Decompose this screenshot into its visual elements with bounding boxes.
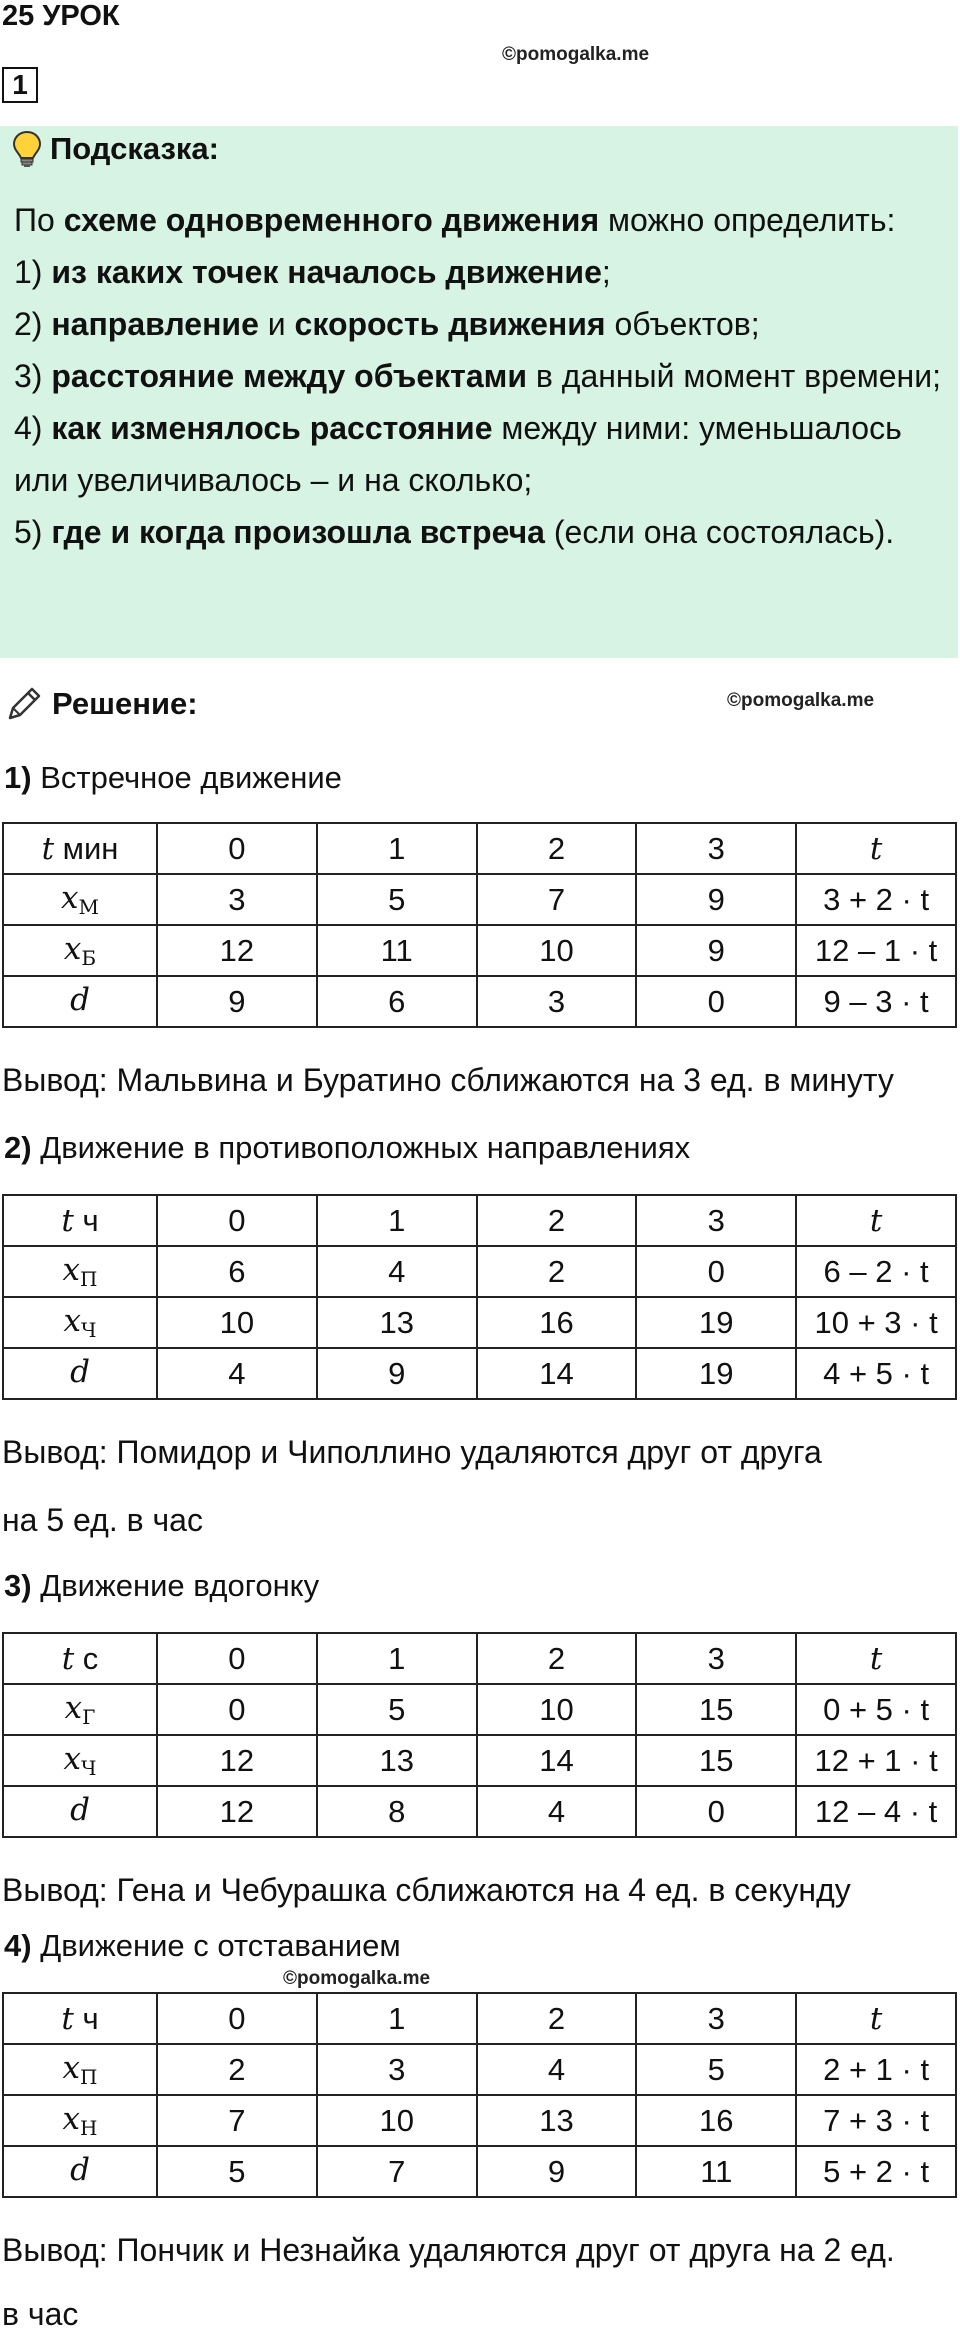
table-row	[3, 1786, 956, 1837]
lesson-title: 25 УРОК	[2, 0, 120, 32]
table-cell: 8	[317, 1786, 477, 1837]
hint-item: 1) из каких точек началось движение;	[14, 254, 611, 290]
table-row	[3, 1735, 956, 1786]
solution-header	[4, 684, 198, 724]
pencil-icon	[4, 684, 44, 724]
table-cell: 2 + 1 · t	[796, 2044, 956, 2095]
table-cell: 13	[317, 1735, 477, 1786]
table-row	[3, 1684, 956, 1735]
conclusion: на 5 ед. в час	[2, 1502, 203, 1538]
table-row	[3, 2044, 956, 2095]
table-cell: 7 + 3 · t	[796, 2095, 956, 2146]
table-cell: 1	[317, 1195, 477, 1246]
table-cell: 5	[317, 874, 477, 925]
table-cell: 12	[157, 1786, 317, 1837]
table-row	[3, 1246, 956, 1297]
table-cell: 16	[636, 2095, 796, 2146]
table-cell: 3	[636, 823, 796, 874]
table-cell: 0 + 5 · t	[796, 1684, 956, 1735]
table-cell: 12	[157, 925, 317, 976]
table-row	[3, 2095, 956, 2146]
table-cell: 5	[157, 2146, 317, 2197]
hint-intro: По схеме одновременного движения можно определить:	[14, 202, 896, 238]
table-cell: $x_Г$	[3, 1684, 157, 1735]
table-cell: 2	[477, 1993, 637, 2044]
table-cell: 12 – 4 · t	[796, 1786, 956, 1837]
table-cell: 9	[157, 976, 317, 1027]
table-cell: d	[3, 2146, 157, 2197]
motion-table	[2, 1194, 957, 1400]
table-cell: t	[796, 823, 956, 874]
table-cell: 3 + 2 · t	[796, 874, 956, 925]
table-cell: 2	[477, 1246, 637, 1297]
table-cell: t	[796, 1195, 956, 1246]
task-number: 1	[2, 67, 38, 103]
table-cell: 4	[477, 1786, 637, 1837]
table-cell: 3	[477, 976, 637, 1027]
watermark: ©pomogalka.me	[727, 690, 875, 711]
table-cell: 9	[636, 925, 796, 976]
table-cell: 0	[157, 1684, 317, 1735]
table-cell: d	[3, 1786, 157, 1837]
watermark: ©pomogalka.me	[283, 1968, 431, 1989]
table-cell: 3	[636, 1993, 796, 2044]
table-cell: 6 – 2 · t	[796, 1246, 956, 1297]
table-row	[3, 2146, 956, 2197]
table-cell: 11	[636, 2146, 796, 2197]
conclusion: Вывод: Мальвина и Буратино сближаются на 3 ед. в минуту	[2, 1062, 894, 1098]
table-cell: 10	[477, 925, 637, 976]
table-cell: t мин	[3, 823, 157, 874]
table-cell: $x_П$	[3, 2044, 157, 2095]
table-cell: 6	[317, 976, 477, 1027]
table-cell: 9	[477, 2146, 637, 2197]
table-cell: t ч	[3, 1195, 157, 1246]
table-cell: 0	[636, 1786, 796, 1837]
table-cell: 10	[157, 1297, 317, 1348]
table-cell: 13	[317, 1297, 477, 1348]
section-title: 2) Движение в противоположных направлениях	[4, 1130, 691, 1165]
table-row	[3, 1993, 956, 2044]
table-row	[3, 1633, 956, 1684]
hint-title: Подсказка:	[50, 131, 219, 166]
motion-table	[2, 1992, 957, 2198]
table-cell: 4	[477, 2044, 637, 2095]
table-cell: 2	[477, 1633, 637, 1684]
table-cell: 2	[477, 1195, 637, 1246]
table-cell: 5 + 2 · t	[796, 2146, 956, 2197]
table-cell: 7	[157, 2095, 317, 2146]
table-cell: 3	[636, 1195, 796, 1246]
table-cell: $x_Ч$	[3, 1297, 157, 1348]
table-cell: 4	[317, 1246, 477, 1297]
table-cell: 12 – 1 · t	[796, 925, 956, 976]
table-cell: 15	[636, 1735, 796, 1786]
table-cell: t с	[3, 1633, 157, 1684]
table-cell: 2	[157, 2044, 317, 2095]
conclusion: Вывод: Пончик и Незнайка удаляются друг от друга на 2 ед.	[2, 2232, 895, 2268]
table-cell: 14	[477, 1735, 637, 1786]
lightbulb-icon	[12, 130, 42, 168]
table-cell: 10	[477, 1684, 637, 1735]
table-row	[3, 976, 956, 1027]
table-row	[3, 823, 956, 874]
table-cell: 7	[477, 874, 637, 925]
section-title: 4) Движение с отставанием	[4, 1928, 401, 1963]
table-cell: 1	[317, 1633, 477, 1684]
table-cell: 5	[636, 2044, 796, 2095]
table-cell: $x_П$	[3, 1246, 157, 1297]
table-cell: 10 + 3 · t	[796, 1297, 956, 1348]
section-title: 1) Встречное движение	[4, 760, 342, 795]
table-cell: t	[796, 1993, 956, 2044]
table-cell: 9	[317, 1348, 477, 1399]
table-cell: 9	[636, 874, 796, 925]
motion-table	[2, 822, 957, 1028]
hint-item: 2) направление и скорость движения объектов;	[14, 306, 760, 342]
table-cell: $x_М$	[3, 874, 157, 925]
conclusion: в час	[2, 2296, 79, 2332]
watermark: ©pomogalka.me	[502, 44, 650, 65]
table-cell: d	[3, 976, 157, 1027]
table-cell: 3	[157, 874, 317, 925]
table-cell: t	[796, 1633, 956, 1684]
table-cell: 0	[636, 976, 796, 1027]
hint-item: 4) как изменялось расстояние между ними: уменьшалось или увеличивалось – и на сколько;	[14, 410, 902, 498]
table-cell: 5	[317, 1684, 477, 1735]
table-row	[3, 874, 956, 925]
table-cell: 4	[157, 1348, 317, 1399]
table-cell: 10	[317, 2095, 477, 2146]
table-cell: 6	[157, 1246, 317, 1297]
table-cell: 3	[317, 2044, 477, 2095]
table-cell: 4 + 5 · t	[796, 1348, 956, 1399]
table-cell: t ч	[3, 1993, 157, 2044]
section-title: 3) Движение вдогонку	[4, 1568, 320, 1603]
table-cell: 2	[477, 823, 637, 874]
motion-table	[2, 1632, 957, 1838]
table-cell: 12	[157, 1735, 317, 1786]
table-cell: 13	[477, 2095, 637, 2146]
solution-title: Решение:	[52, 686, 198, 721]
table-cell: $x_Б$	[3, 925, 157, 976]
table-cell: 3	[636, 1633, 796, 1684]
table-cell: 1	[317, 823, 477, 874]
table-row	[3, 1297, 956, 1348]
table-cell: 14	[477, 1348, 637, 1399]
table-cell: 12 + 1 · t	[796, 1735, 956, 1786]
table-cell: 15	[636, 1684, 796, 1735]
table-cell: 0	[157, 1633, 317, 1684]
table-cell: 16	[477, 1297, 637, 1348]
hint-item: 3) расстояние между объектами в данный момент времени;	[14, 358, 941, 394]
table-cell: 9 – 3 · t	[796, 976, 956, 1027]
table-cell: 0	[157, 823, 317, 874]
hint-text	[14, 194, 950, 558]
table-row	[3, 1348, 956, 1399]
hint-item: 5) где и когда произошла встреча (если она состоялась).	[14, 514, 895, 550]
table-cell: 0	[636, 1246, 796, 1297]
table-row	[3, 925, 956, 976]
table-cell: 11	[317, 925, 477, 976]
table-cell: 19	[636, 1297, 796, 1348]
hint-header	[12, 130, 219, 168]
conclusion: Вывод: Помидор и Чиполлино удаляются друг от друга	[2, 1434, 822, 1470]
table-cell: d	[3, 1348, 157, 1399]
conclusion: Вывод: Гена и Чебурашка сближаются на 4 ед. в секунду	[2, 1872, 851, 1908]
table-cell: $x_Н$	[3, 2095, 157, 2146]
table-cell: 1	[317, 1993, 477, 2044]
table-cell: 7	[317, 2146, 477, 2197]
table-cell: 0	[157, 1993, 317, 2044]
table-cell: $x_Ч$	[3, 1735, 157, 1786]
table-cell: 0	[157, 1195, 317, 1246]
table-row	[3, 1195, 956, 1246]
table-cell: 19	[636, 1348, 796, 1399]
